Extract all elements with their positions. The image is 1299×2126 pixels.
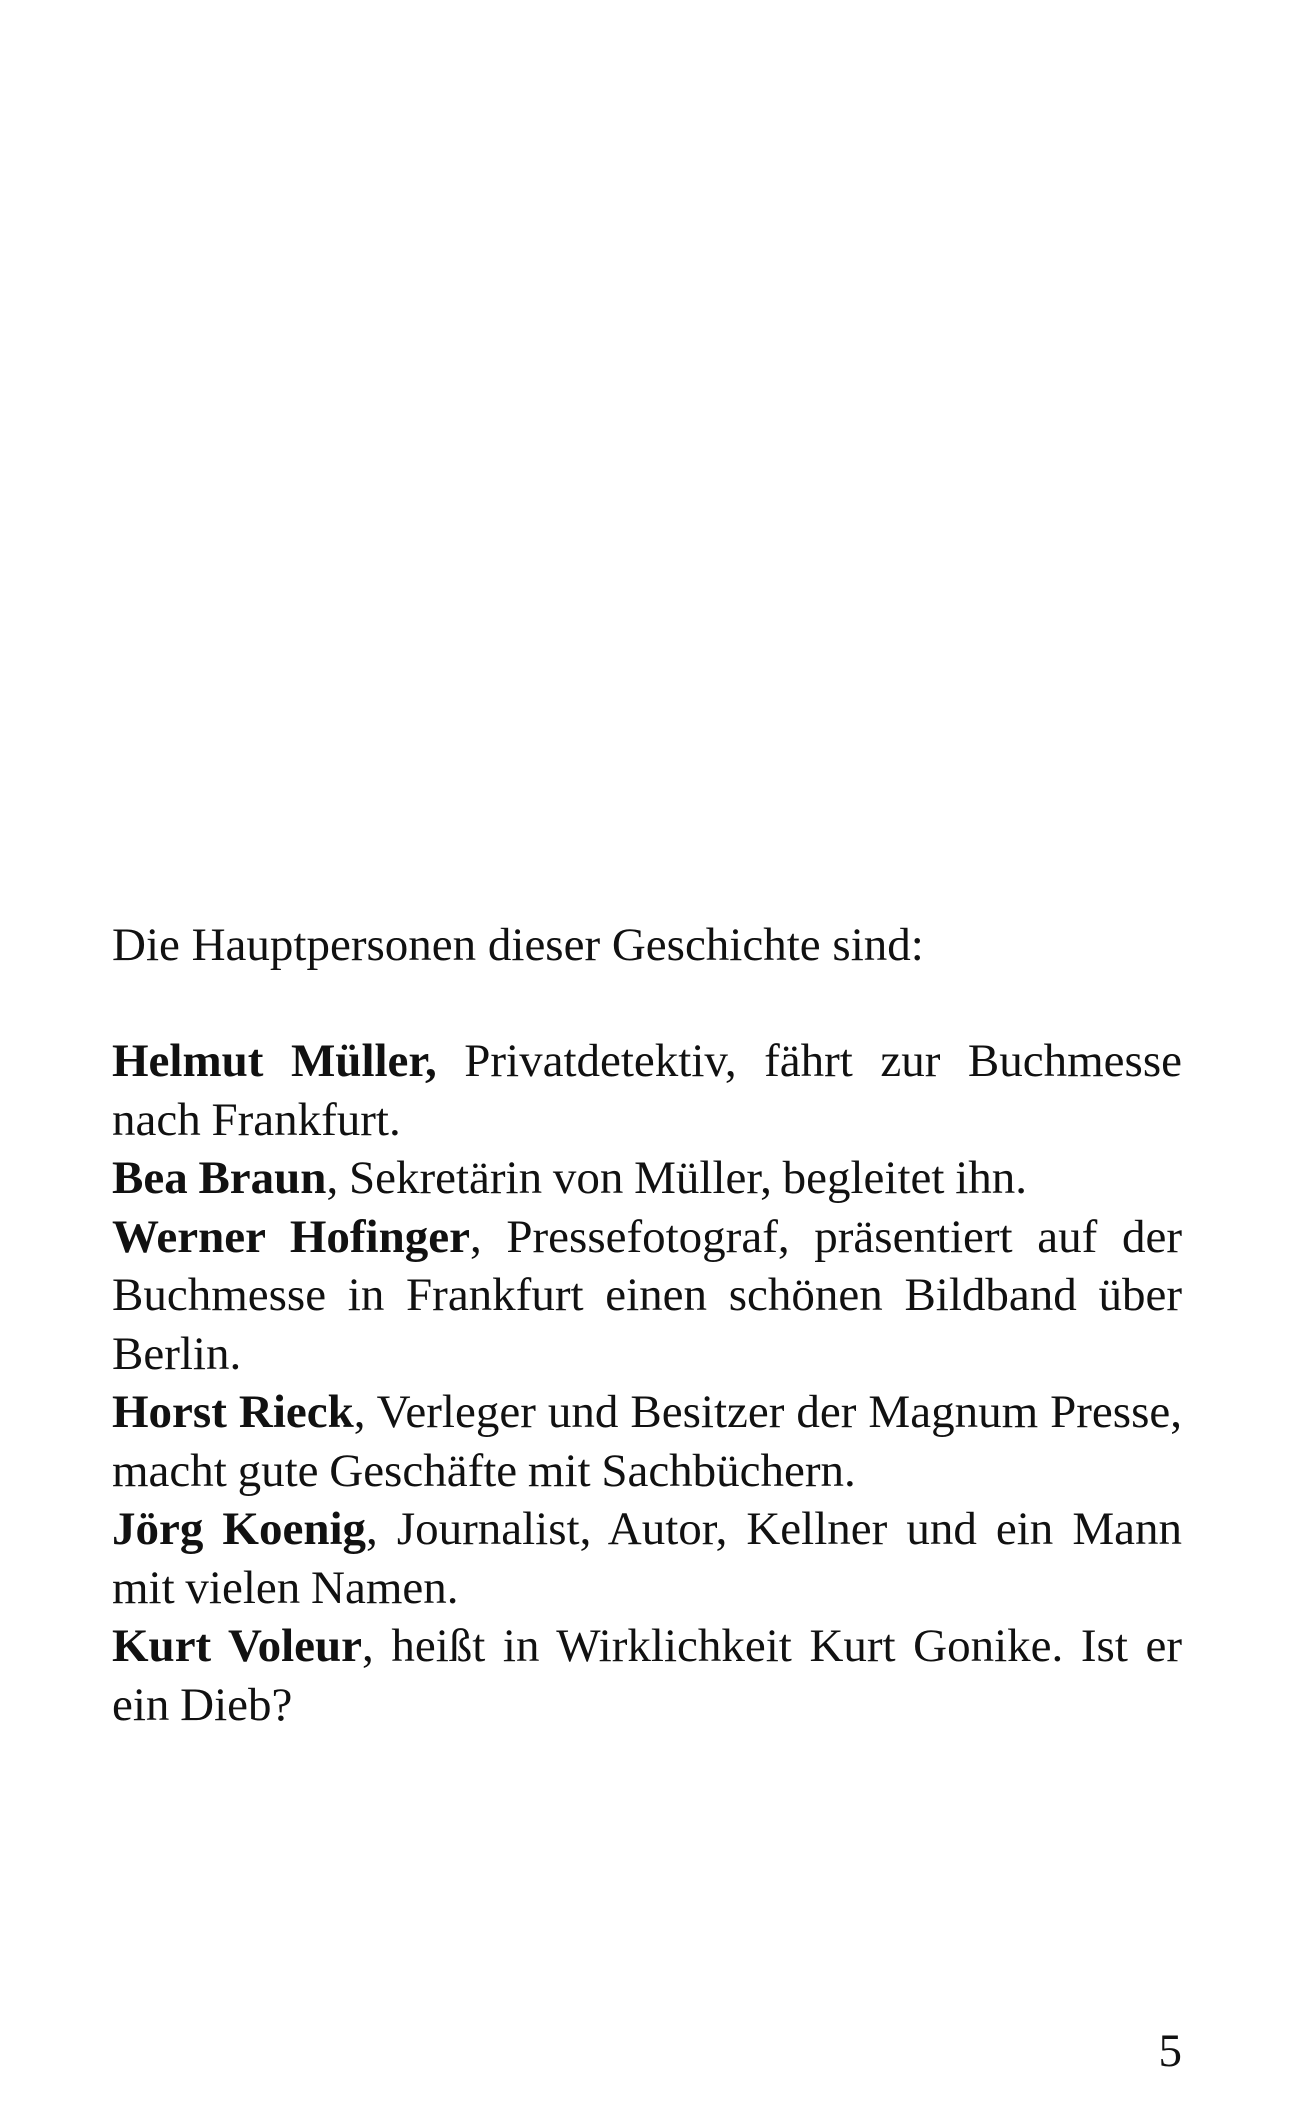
- character-description: Privatdetektiv, fährt zur Buchmesse nach Frankfurt.: [112, 1035, 1182, 1146]
- character-name: Helmut Müller,: [112, 1035, 437, 1087]
- character-entry: [112, 1032, 1182, 1149]
- character-description: , Verleger und Besitzer der Magnum Presse, macht gute Geschäfte mit Sachbüchern.: [112, 1386, 1182, 1497]
- character-entry: [112, 1208, 1182, 1384]
- intro-heading: Die Hauptpersonen dieser Geschichte sind:: [112, 919, 924, 971]
- character-description: , heißt in Wirklichkeit Kurt Gonike. Ist er ein Dieb?: [112, 1620, 1182, 1731]
- character-name: Kurt Voleur: [112, 1620, 362, 1672]
- character-entry: [112, 1500, 1182, 1617]
- character-name: Horst Rieck: [112, 1386, 354, 1438]
- character-name: Bea Braun: [112, 1152, 327, 1204]
- character-entry: [112, 1383, 1182, 1500]
- character-name: Jörg Koenig: [112, 1503, 367, 1555]
- page-number: 5: [1158, 2025, 1182, 2077]
- character-description: , Sekretärin von Müller, begleitet ihn.: [326, 1152, 1028, 1204]
- character-list: [112, 1032, 1182, 1734]
- character-name: Werner Hofinger: [112, 1210, 470, 1263]
- character-entry: [112, 1149, 1182, 1208]
- character-description: , Pressefotograf, präsentiert auf der Buchmesse in Frankfurt einen schönen Bildband über Berlin.: [112, 1210, 1182, 1380]
- character-entry: [112, 1617, 1182, 1734]
- character-description: , Journalist, Autor, Kellner und ein Mann mit vielen Namen.: [112, 1503, 1182, 1614]
